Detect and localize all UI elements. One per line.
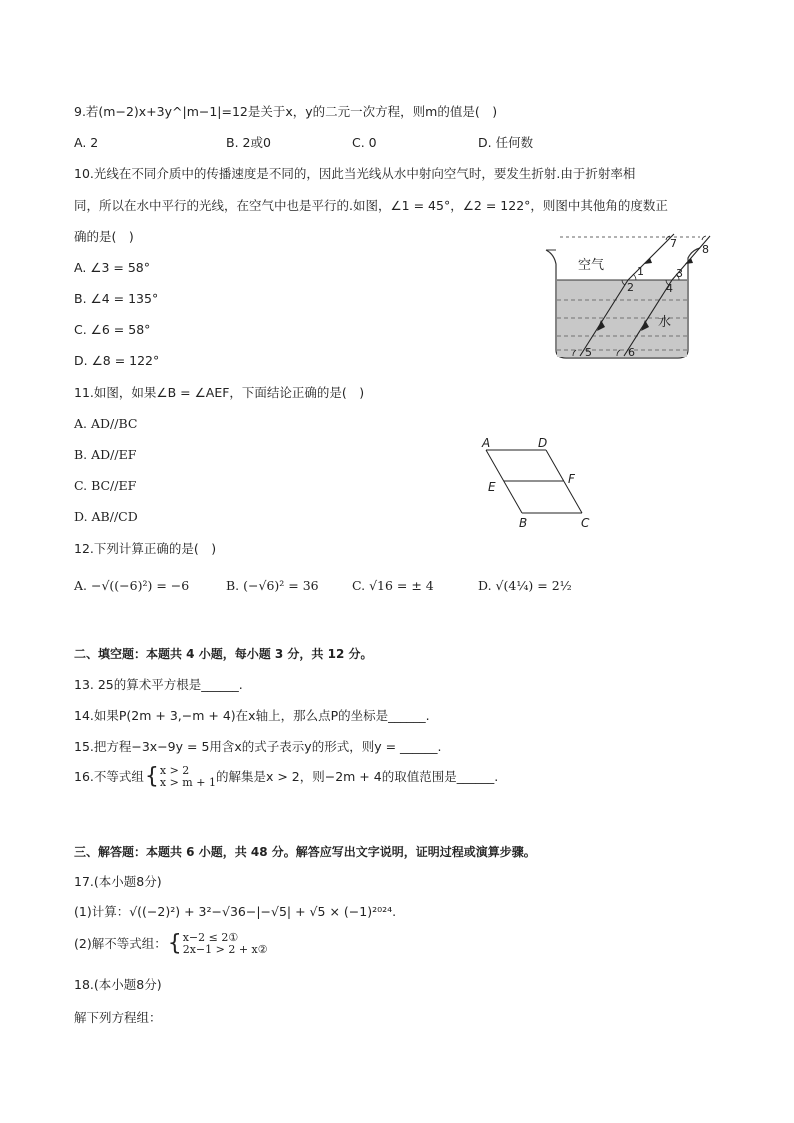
q12-option-d: D. √(4¼) = 2½ xyxy=(478,578,572,593)
point-c-label: C xyxy=(581,516,590,530)
q16-system xyxy=(160,765,216,789)
angle-8-label: 8 xyxy=(702,243,709,256)
q10-stem-line2: 同，所以在水中平行的光线，在空气中也是平行的.如图，∠1 = 45°，∠2 = 122°，则图中其他角的度数正 xyxy=(74,198,668,213)
point-f-label: F xyxy=(568,472,575,486)
point-e-label: E xyxy=(488,480,496,494)
q11-option-d: D. AB//CD xyxy=(74,509,138,524)
parallelogram-figure xyxy=(478,435,598,530)
q9-option-b: B. 2或0 xyxy=(226,135,271,150)
brace-icon: { xyxy=(167,931,182,956)
q18-text: 解下列方程组： xyxy=(74,1010,162,1025)
q14: 14.如果P(2m + 3,−m + 4)在x轴上，那么点P的坐标是______. xyxy=(74,708,430,723)
q12-option-b: B. (−√6)² = 36 xyxy=(226,578,319,593)
q17-part2 xyxy=(74,932,268,956)
section3-header: 三、解答题：本题共 6 小题，共 48 分。解答应写出文字说明，证明过程或演算步骤。 xyxy=(74,845,536,859)
q11-option-c: C. BC//EF xyxy=(74,478,137,493)
water-label: 水 xyxy=(658,315,672,330)
q17-part2-prefix: (2)解不等式组： xyxy=(74,936,167,951)
point-d-label: D xyxy=(538,436,548,450)
q16-prefix: 16.不等式组 xyxy=(74,769,144,784)
q11-option-a: A. AD//BC xyxy=(74,416,138,431)
q16-line2: x > m + 1 xyxy=(159,776,216,789)
q17-line2: 2x−1 > 2 + x② xyxy=(182,943,268,956)
angle-7-label: 7 xyxy=(670,237,677,250)
point-a-label: A xyxy=(482,436,491,450)
angle-1-label: 1 xyxy=(637,265,644,278)
q9-option-a: A. 2 xyxy=(74,135,99,150)
q17-line1: x−2 ≤ 2① xyxy=(182,931,239,944)
q10-stem-line1: 10.光线在不同介质中的传播速度是不同的，因此当光线从水中射向空气时，要发生折射.由于折射率相 xyxy=(74,166,636,181)
q16-line1: x > 2 xyxy=(159,764,190,777)
angle-2-label: 2 xyxy=(627,281,634,294)
brace-icon: { xyxy=(144,764,159,789)
q10-option-c: C. ∠6 = 58° xyxy=(74,322,151,337)
q11-stem: 11.如图，如果∠B = ∠AEF，下面结论正确的是( ) xyxy=(74,385,365,400)
q15: 15.把方程−3x−9y = 5用含x的式子表示y的形式，则y = ______. xyxy=(74,739,442,754)
angle-3-label: 3 xyxy=(676,267,683,280)
q10-option-a: A. ∠3 = 58° xyxy=(74,260,151,275)
angle-5-label: 5 xyxy=(585,346,592,359)
q12-option-a: A. −√((−6)²) = −6 xyxy=(74,578,190,593)
q10-stem-line3: 确的是( ) xyxy=(74,229,134,244)
section2-header: 二、填空题：本题共 4 小题，每小题 3 分，共 12 分。 xyxy=(74,647,373,661)
q10-option-b: B. ∠4 = 135° xyxy=(74,291,159,306)
q13: 13. 25的算术平方根是______. xyxy=(74,677,243,692)
air-label: 空气 xyxy=(578,258,605,273)
q12-stem: 12.下列计算正确的是( ) xyxy=(74,541,217,556)
q16-suffix: 的解集是x > 2，则−2m + 4的取值范围是______. xyxy=(215,769,499,784)
q9-stem: 9.若(m−2)x+3y^|m−1|=12是关于x，y的二元一次方程，则m的值是( ) xyxy=(74,104,498,119)
q10-option-d: D. ∠8 = 122° xyxy=(74,353,160,368)
angle-6-label: 6 xyxy=(628,346,635,359)
angle-4-label: 4 xyxy=(666,282,673,295)
q17-part1: (1)计算：√((−2)²) + 3²−√36−|−√5| + √5 × (−1)²⁰²⁴. xyxy=(74,904,397,919)
q9-option-d: D. 任何数 xyxy=(478,135,534,150)
point-b-label: B xyxy=(519,516,528,530)
q9-option-c: C. 0 xyxy=(352,135,377,150)
q11-option-b: B. AD//EF xyxy=(74,447,137,462)
q18-title: 18.(本小题8分) xyxy=(74,977,162,992)
q17-system xyxy=(183,932,268,956)
q16 xyxy=(74,765,498,789)
refraction-figure xyxy=(540,228,730,368)
q12-option-c: C. √16 = ± 4 xyxy=(352,578,434,593)
q17-title: 17.(本小题8分) xyxy=(74,874,162,889)
